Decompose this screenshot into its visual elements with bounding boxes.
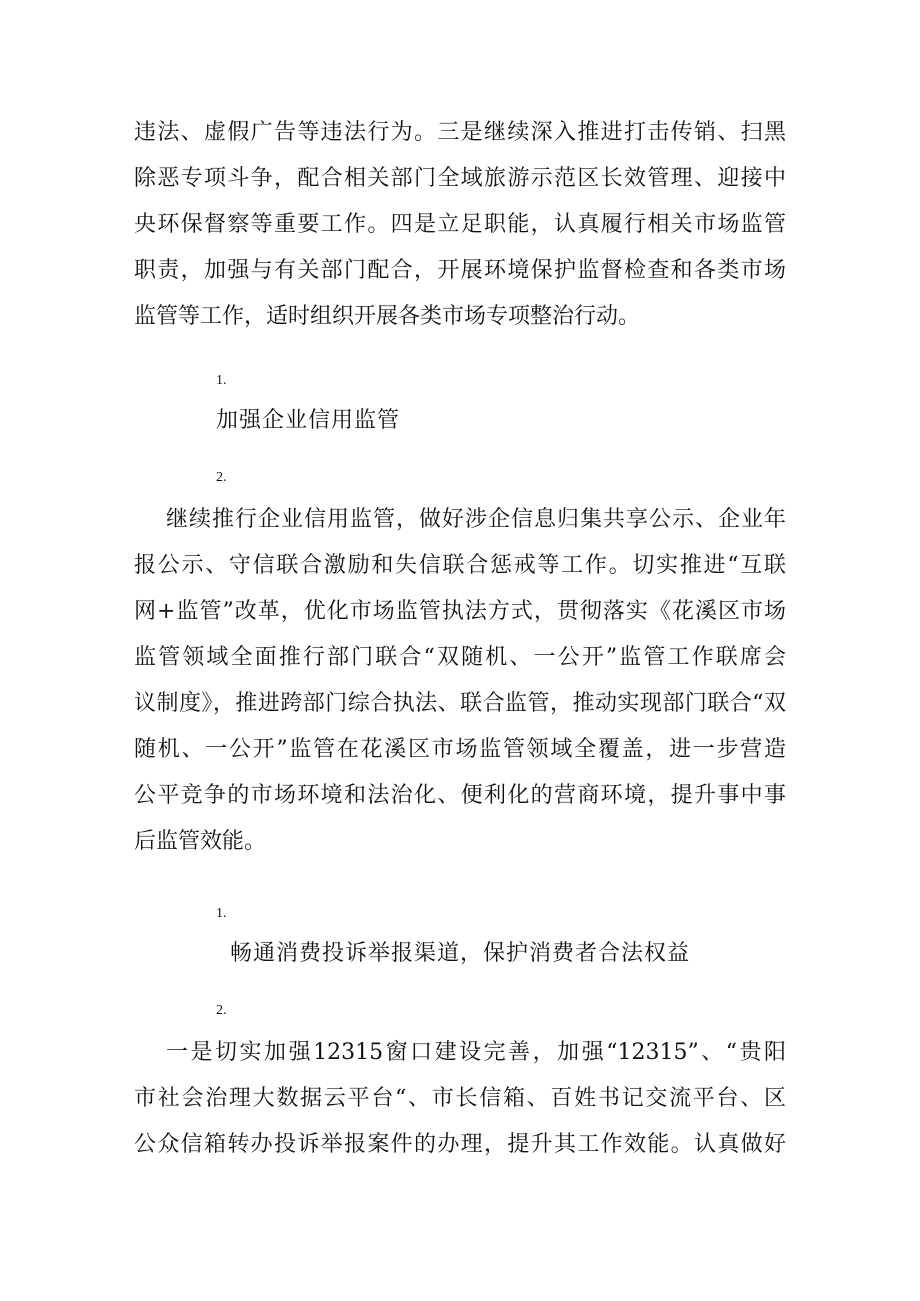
paragraph-line: 公众信箱转办投诉举报案件的办理，提升其工作效能。认真做好 [134, 1132, 786, 1157]
paragraph-line: 随机、一公开”监管在花溪区市场监管领域全覆盖，进一步营造 [134, 737, 786, 762]
paragraph-line: 公平竞争的市场环境和法治化、便利化的营商环境，提升事中事 [134, 783, 786, 808]
paragraph-line: 继续推行企业信用监管，做好涉企信息归集共享公示、企业年 [166, 507, 786, 532]
list-number: 2. [216, 470, 227, 485]
section-heading: 加强企业信用监管 [216, 408, 401, 433]
paragraph-line: 职责，加强与有关部门配合，开展环境保护监督检查和各类市场 [134, 258, 786, 283]
paragraph-line: 网+监管”改革，优化市场监管执法方式，贯彻落实《花溪区市场 [134, 599, 786, 624]
paragraph-line: 违法、虚假广告等违法行为。三是继续深入推进打击传销、扫黑 [134, 120, 786, 145]
list-number: 2. [216, 1003, 227, 1018]
paragraph-line: 议制度》，推进跨部门综合执法、联合监管，推动实现部门联合“双 [134, 691, 786, 716]
paragraph-line: 监管领域全面推行部门联合“双随机、一公开”监管工作联席会 [134, 645, 786, 670]
paragraph-line: 监管等工作，适时组织开展各类市场专项整治行动。 [134, 304, 641, 329]
paragraph-line: 除恶专项斗争，配合相关部门全域旅游示范区长效管理、迎接中 [134, 166, 786, 191]
paragraph-line: 后监管效能。 [134, 829, 267, 854]
section-heading: 畅通消费投诉举报渠道，保护消费者合法权益 [230, 941, 691, 966]
list-number: 1. [216, 373, 227, 388]
paragraph-line: 一是切实加强12315窗口建设完善，加强“12315”、“贵阳 [166, 1040, 786, 1065]
paragraph-line: 报公示、守信联合激励和失信联合惩戒等工作。切实推进“互联 [134, 553, 786, 578]
paragraph-line: 市社会治理大数据云平台“、市长信箱、百姓书记交流平台、区 [134, 1086, 786, 1111]
list-number: 1. [216, 906, 227, 921]
paragraph-line: 央环保督察等重要工作。四是立足职能，认真履行相关市场监管 [134, 212, 786, 237]
